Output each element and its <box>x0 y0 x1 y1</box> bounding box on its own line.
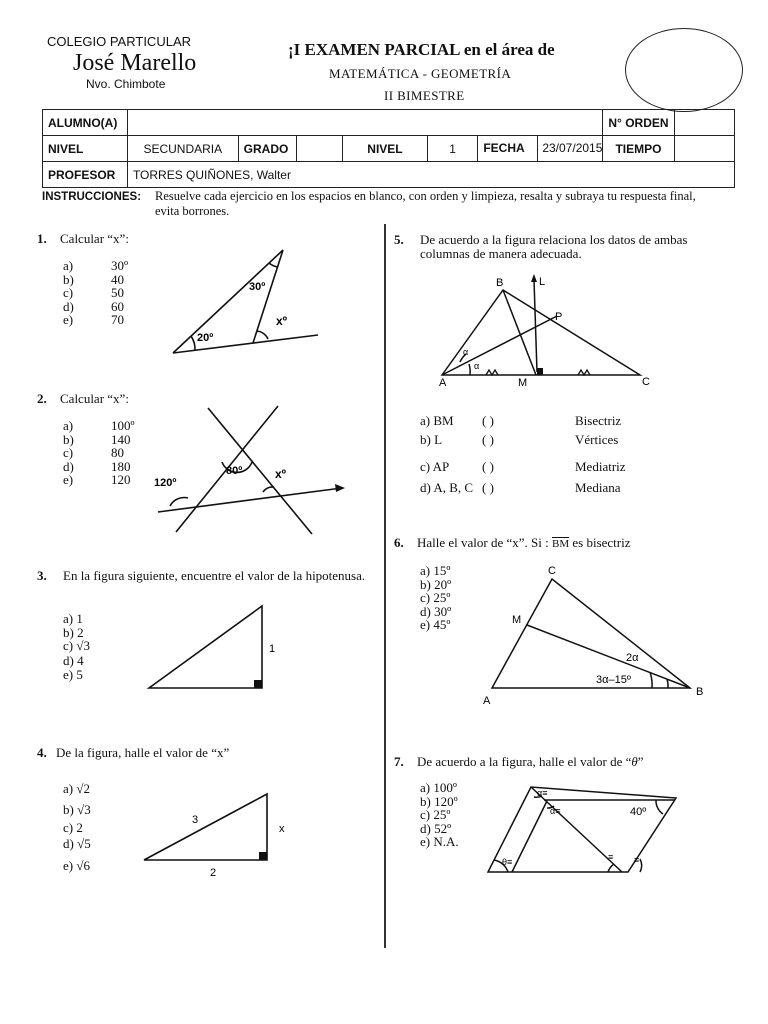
instructions <box>42 189 702 218</box>
profesor-label: PROFESOR <box>43 162 128 188</box>
instructions-label: INSTRUCCIONES: <box>42 191 142 203</box>
option-c[interactable]: c) √3 <box>63 638 90 653</box>
match-paren-c[interactable]: ( ) <box>482 459 494 474</box>
q5-label-c: C <box>642 376 650 388</box>
q2-angle-mid: 80º <box>226 465 243 477</box>
q6-angle-2: 3α–15º <box>596 674 631 686</box>
option-c[interactable]: c) 25º <box>420 807 451 822</box>
option-c[interactable]: c) 50 <box>63 285 124 300</box>
option-d[interactable]: d) 52º <box>420 820 452 836</box>
q6-label-b: B <box>696 686 704 698</box>
q2-unknown: xº <box>275 467 287 481</box>
option-a[interactable]: a) √2 <box>63 781 90 796</box>
nivel2-label: NIVEL <box>343 136 428 162</box>
q4-options <box>63 778 91 877</box>
match-right-d: Mediana <box>575 480 621 495</box>
q3-options <box>63 612 90 681</box>
nivel-value: SECUNDARIA <box>127 136 238 162</box>
q7-alpha-2: α≡ <box>550 806 561 816</box>
question-5: 5. De acuerdo a la figura relaciona los datos de ambas columnas de manera adecuada. <box>394 232 688 261</box>
match-right-a: Bisectriz <box>575 413 622 428</box>
option-a[interactable]: a) 30º <box>63 258 129 273</box>
q5-label-b: B <box>496 277 504 289</box>
option-d[interactable]: d) 30º <box>420 603 452 619</box>
q1-figure <box>165 243 325 363</box>
q4-base: 2 <box>210 867 217 879</box>
question-text: Calcular “x”: <box>60 231 129 246</box>
match-paren-b[interactable]: ( ) <box>482 432 494 447</box>
option-d[interactable]: d) 60 <box>63 298 124 314</box>
q6-figure <box>480 562 710 712</box>
match-paren-a[interactable]: ( ) <box>482 413 494 428</box>
match-row-a[interactable]: a) BM <box>420 413 454 428</box>
instructions-text: Resuelve cada ejercicio en los espacios en blanco, con orden y limpieza, resalta y subraya tu respuesta final, evita borrones. <box>155 189 696 218</box>
match-row-d[interactable]: d) A, B, C <box>420 480 474 495</box>
q3-side: 1 <box>269 643 276 655</box>
option-b[interactable]: b) 2 <box>63 624 84 640</box>
alumno-label: ALUMNO(A) <box>43 110 128 136</box>
q1-options <box>63 259 128 327</box>
q5-alpha-2: α <box>474 361 480 371</box>
fecha-label: FECHA <box>478 136 538 161</box>
option-b[interactable]: b) 20º <box>420 576 452 592</box>
question-7: 7. De acuerdo a la figura, halle el valor de “θ” <box>394 754 644 769</box>
q4-figure <box>140 788 300 883</box>
q5-label-a: A <box>439 377 447 389</box>
exam-subject: MATEMÁTICA - GEOMETRÍA <box>329 66 512 81</box>
fecha-value: 23/07/2015 <box>542 141 603 155</box>
question-4: 4. De la figura, halle el valor de “x” <box>37 745 230 760</box>
option-d[interactable]: d) 4 <box>63 653 84 668</box>
q4-unknown: x <box>279 823 285 835</box>
q6-options <box>420 564 451 632</box>
q7-figure <box>480 780 690 880</box>
question-3: 3. En la figura siguiente, encuentre el valor de la hipotenusa. <box>37 568 366 583</box>
orden-label: N° ORDEN <box>603 110 674 136</box>
q7-angle-40: 40º <box>630 806 647 818</box>
option-e[interactable]: e) 45º <box>420 617 451 632</box>
q6-label-m: M <box>512 614 522 626</box>
tiempo-label: TIEMPO <box>603 136 674 162</box>
option-c[interactable]: c) 25º <box>420 590 451 605</box>
match-right-c: Mediatriz <box>575 459 626 474</box>
orden-field[interactable] <box>674 110 734 136</box>
profesor-value: TORRES QUIÑONES, Walter <box>127 162 734 188</box>
question-1 <box>37 231 129 247</box>
school-type: COLEGIO PARTICULAR <box>47 34 191 49</box>
grado-label: GRADO <box>238 136 296 162</box>
option-a[interactable]: a) 100º <box>63 418 135 433</box>
q6-label-a: A <box>483 695 491 707</box>
q1-angle-left: 20º <box>197 332 214 344</box>
grade-oval <box>625 28 743 112</box>
school-name: José Marello <box>73 50 197 76</box>
q2-angle-left: 120º <box>154 477 177 489</box>
student-info-table <box>42 109 735 188</box>
nivel2-value: 1 <box>427 136 478 162</box>
school-city: Nvo. Chimbote <box>86 77 166 91</box>
q6-label-c: C <box>548 565 556 577</box>
q3-figure <box>145 600 285 695</box>
exam-bimester: II BIMESTRE <box>384 88 465 103</box>
match-row-c[interactable]: c) AP <box>420 459 450 474</box>
theta-symbol: θ <box>631 754 638 769</box>
column-divider <box>384 224 386 948</box>
q2-options <box>63 419 135 487</box>
option-a[interactable]: a) 100º <box>420 780 457 795</box>
option-d[interactable]: d) 180 <box>63 458 131 474</box>
option-e[interactable]: e) 70 <box>63 312 124 327</box>
option-a[interactable]: a) 15º <box>420 563 451 578</box>
option-b[interactable]: b) √3 <box>63 802 91 817</box>
option-b[interactable]: b) 140 <box>63 431 131 447</box>
q5-alpha-1: α <box>463 347 469 357</box>
q1-angle-top: 30º <box>249 281 266 293</box>
tiempo-field[interactable] <box>674 136 734 162</box>
q4-hyp: 3 <box>192 814 199 826</box>
option-a[interactable]: a) 1 <box>63 611 83 626</box>
q5-label-l: L <box>539 276 546 288</box>
option-d[interactable]: d) √5 <box>63 836 91 851</box>
option-e[interactable]: e) 120 <box>63 472 131 487</box>
option-c[interactable]: c) 2 <box>63 820 83 835</box>
grado-field[interactable] <box>296 136 343 162</box>
q5-label-p: P <box>555 311 563 323</box>
q5-label-m: M <box>518 377 528 389</box>
q5-figure <box>436 272 661 390</box>
option-b[interactable]: b) 40 <box>63 271 124 287</box>
fecha-cell <box>478 136 603 162</box>
option-e[interactable]: e) √6 <box>63 858 90 873</box>
option-e[interactable]: e) 5 <box>63 666 83 682</box>
q1-unknown: xº <box>276 314 288 328</box>
nivel-label: NIVEL <box>43 136 128 162</box>
q7-alpha-1: α≡ <box>537 788 548 798</box>
option-c[interactable]: c) 80 <box>63 445 124 460</box>
match-right-b: Vértices <box>575 432 619 447</box>
exam-title: ¡I EXAMEN PARCIAL en el área de <box>288 40 555 59</box>
match-paren-d[interactable]: ( ) <box>482 480 494 495</box>
q2-figure <box>150 400 355 540</box>
alumno-field[interactable] <box>127 110 602 136</box>
q7-eq-1: ≡ <box>608 852 614 862</box>
question-2: 2. Calcular “x”: <box>37 391 129 406</box>
question-6: 6. Halle el valor de “x”. Si : $\overline{BM}$ es bisectriz <box>394 535 631 550</box>
option-e[interactable]: e) N.A. <box>420 834 459 849</box>
question-number: 1. <box>37 231 47 246</box>
q7-theta: θ≡ <box>502 857 513 867</box>
option-b[interactable]: b) 120º <box>420 793 458 809</box>
match-row-b[interactable]: b) L <box>420 432 443 447</box>
q6-segment: $\overline{BM}$ <box>552 538 570 550</box>
q6-angle-1: 2α <box>626 652 639 664</box>
q7-eq-2: ≡ <box>634 855 640 865</box>
q7-options <box>420 781 459 849</box>
